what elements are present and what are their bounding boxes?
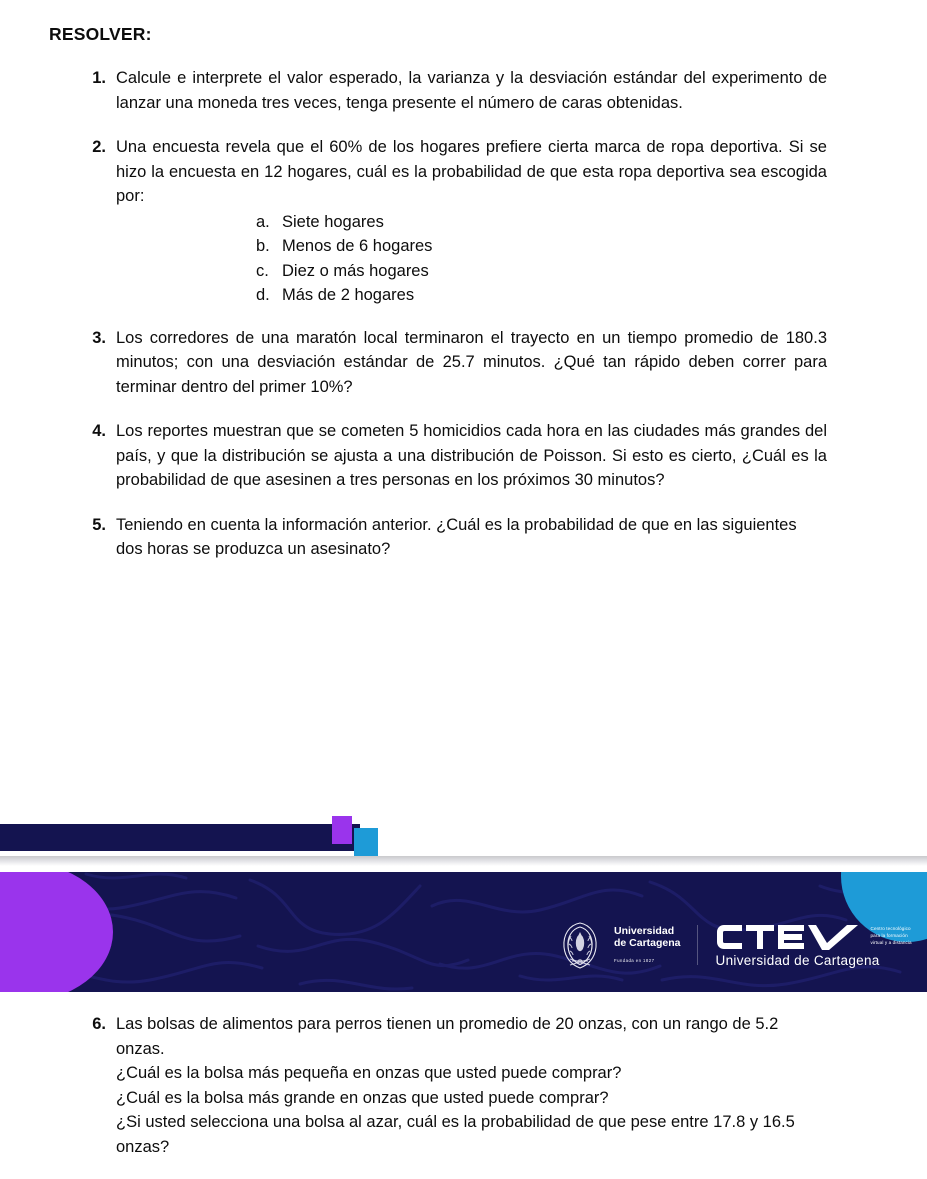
question-item: [0, 513, 927, 562]
ctev-tagline-line2: para la formación: [870, 932, 908, 938]
question-number: 5.: [92, 515, 106, 534]
divider-blue-square: [354, 828, 378, 856]
question-text: Las bolsas de alimentos para perros tienen un promedio de 20 onzas, con un rango de 5.2 onzas.: [116, 1015, 779, 1058]
option-label: Diez o más hogares: [282, 261, 429, 280]
ctev-tagline-line3: virtual y a distancia: [870, 939, 912, 945]
option-label: Más de 2 hogares: [282, 286, 415, 304]
divider-navy-band: [0, 824, 360, 851]
option-letter: a.: [256, 212, 270, 231]
page-title: RESOLVER:: [49, 24, 152, 44]
option-letter: d.: [256, 286, 270, 304]
question-options: [116, 210, 827, 308]
question-list-bottom: [0, 1012, 927, 1179]
logo-divider: [697, 925, 698, 965]
question-item: [0, 1012, 927, 1159]
universidad-de-cartagena-wordmark: [614, 926, 681, 964]
universidad-de-cartagena-seal-icon: [556, 919, 604, 971]
question-text: Una encuesta revela que el 60% de los hogares prefiere cierta marca de ropa deportiva. Si se hizo la encuesta en 12 hogares, cuál es la probabilidad de que esta ropa deportiva sea escogida por:: [116, 138, 827, 205]
question-list-top: [0, 66, 927, 562]
question-extra-line: ¿Cuál es la bolsa más pequeña en onzas que usted puede comprar?: [116, 1064, 622, 1082]
question-item: [0, 135, 927, 308]
university-founded-text: Fundada en 1827: [614, 958, 655, 964]
footer-logo-group: [556, 912, 912, 978]
question-text: Los corredores de una maratón local terminaron el trayecto en un tiempo promedio de 180.3 minutos; con una desviación estándar de 25.7 minutos. ¿Qué tan rápido deben correr para terminar dentro del primer 10%?: [116, 328, 827, 396]
question-extra-line: ¿Si usted selecciona una bolsa al azar, cuál es la probabilidad de que pese entre 17.8 y 16.5 onzas?: [116, 1113, 795, 1156]
question-number: 4.: [92, 422, 106, 440]
question-number: 6.: [92, 1015, 106, 1033]
university-name-line1: Universidad: [614, 924, 675, 937]
question-item: [0, 66, 927, 115]
university-name-line2: de Cartagena: [614, 936, 681, 949]
question-number: 2.: [92, 138, 106, 156]
option-label: Siete hogares: [282, 212, 384, 231]
question-text: Los reportes muestran que se cometen 5 homicidios cada hora en las ciudades más grandes del país, y que la distribución se ajusta a una distribución de Poisson. Si esto es cierto, ¿Cuál es la probabilidad de que asesinen a tres personas en los próximos 30 minutos?: [116, 422, 827, 489]
divider-grey-rule: [0, 856, 927, 866]
question-text: Calcule e interprete el valor esperado, la varianza y la desviación estándar del experimento de lanzar una moneda tres veces, tenga presente el número de caras obtenidas.: [116, 69, 827, 112]
option-letter: c.: [256, 261, 269, 280]
option-item: [116, 234, 827, 259]
option-letter: b.: [256, 237, 270, 255]
ctev-tagline: [871, 922, 912, 947]
ctev-logo: [716, 922, 912, 968]
question-number: 3.: [92, 328, 106, 347]
option-label: Menos de 6 hogares: [282, 237, 433, 255]
ctev-subtitle: Universidad de Cartagena: [715, 953, 880, 968]
option-item: [116, 283, 827, 308]
option-item: [116, 210, 827, 235]
option-item: [116, 259, 827, 284]
divider-purple-square: [332, 816, 352, 844]
ctev-wordmark-icon: [716, 922, 864, 952]
ctev-tagline-line1: Centro tecnológico: [870, 926, 911, 931]
question-text: Teniendo en cuenta la información anterior. ¿Cuál es la probabilidad de que en las siguientes dos horas se produzca un asesinato?: [116, 515, 797, 558]
question-item: [0, 326, 927, 400]
question-item: [0, 419, 927, 493]
question-extra-line: ¿Cuál es la bolsa más grande en onzas que usted puede comprar?: [116, 1088, 609, 1107]
question-number: 1.: [92, 69, 106, 87]
